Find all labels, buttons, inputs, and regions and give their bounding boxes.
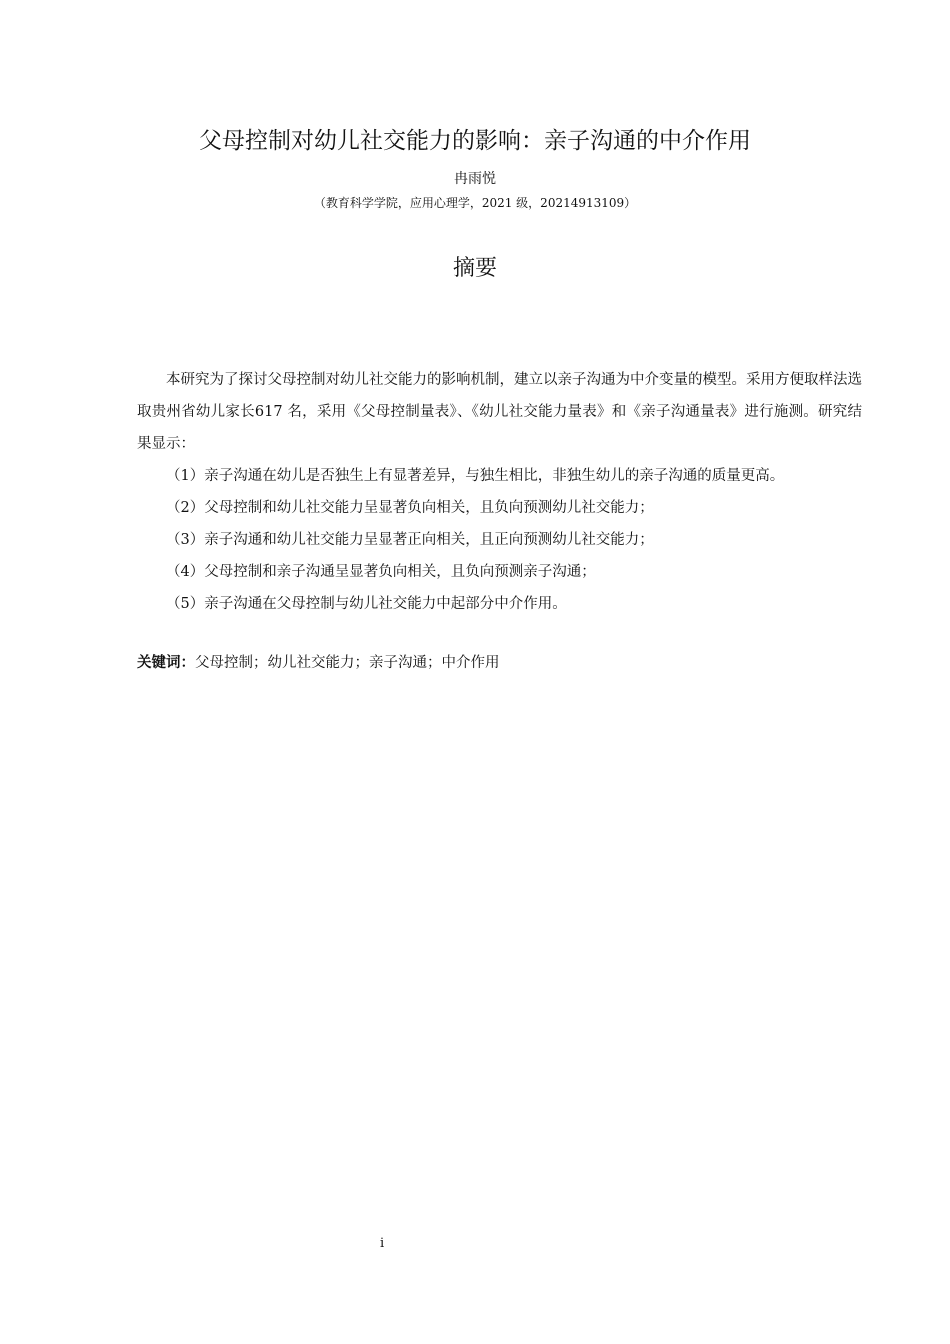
abstract-body <box>137 364 862 620</box>
author-name: 冉雨悦 <box>454 171 496 187</box>
finding-item-2: （2）父母控制和幼儿社交能力呈显著负向相关，且负向预测幼儿社交能力； <box>166 500 654 516</box>
finding-item-3: （3）亲子沟通和幼儿社交能力呈显著正向相关，且正向预测幼儿社交能力； <box>166 532 654 548</box>
abstract-intro: 本研究为了探讨父母控制对幼儿社交能力的影响机制，建立以亲子沟通为中介变量的模型。采用方便取样法选取贵州省幼儿家长617 名，采用《父母控制量表》、《幼儿社交能力量表》和《亲子沟通量表》进行施测。研究结果显示： <box>137 372 862 452</box>
keywords-list: 父母控制；幼儿社交能力；亲子沟通；中介作用 <box>195 655 500 671</box>
page-number: i <box>380 1236 385 1251</box>
finding-item-5: （5）亲子沟通在父母控制与幼儿社交能力中起部分中介作用。 <box>166 596 567 612</box>
keywords-line <box>137 650 500 676</box>
author-affiliation: （教育科学学院，应用心理学，2021 级，20214913109） <box>313 196 637 210</box>
finding-item-4: （4）父母控制和亲子沟通呈显著负向相关，且负向预测亲子沟通； <box>166 564 596 580</box>
finding-item-1: （1）亲子沟通在幼儿是否独生上有显著差异，与独生相比，非独生幼儿的亲子沟通的质量更高。 <box>166 468 785 484</box>
abstract-heading: 摘要 <box>452 256 497 281</box>
keywords-label: 关键词： <box>137 655 195 671</box>
paper-title: 父母控制对幼儿社交能力的影响：亲子沟通的中介作用 <box>199 128 751 154</box>
